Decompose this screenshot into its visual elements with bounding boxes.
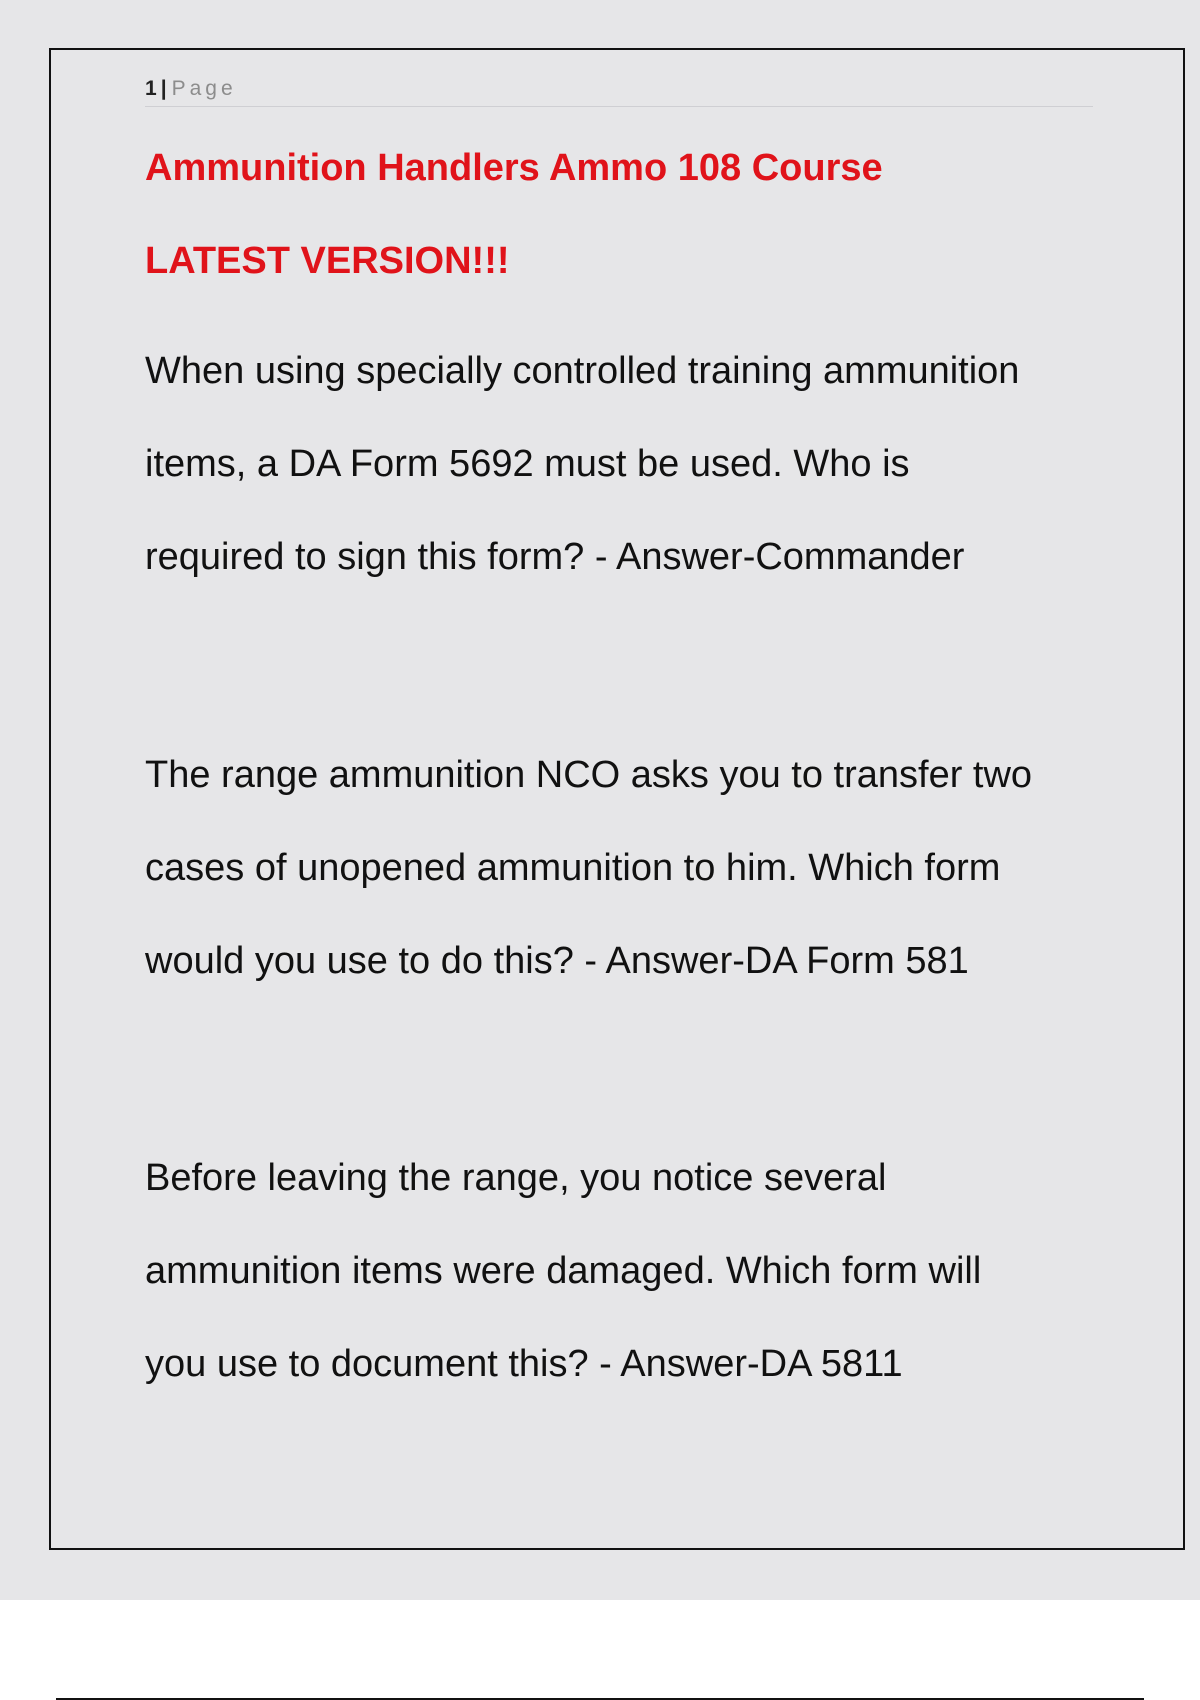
document-title-line-1: Ammunition Handlers Ammo 108 Course (145, 147, 883, 189)
page-header (145, 72, 1093, 107)
question-2-line-2: cases of unopened ammunition to him. Which form (145, 847, 1001, 889)
page-separator: | (160, 77, 167, 100)
question-1-line-2: items, a DA Form 5692 must be used. Who is (145, 443, 910, 485)
question-2-line-1: The range ammunition NCO asks you to transfer two (145, 754, 1033, 796)
question-3-line-3: you use to document this? - Answer-DA 5811 (145, 1343, 903, 1385)
document-title-line-2: LATEST VERSION!!! (145, 240, 510, 282)
page-number: 1 (145, 77, 157, 100)
question-1-line-3: required to sign this form? - Answer-Commander (145, 536, 965, 578)
question-2-line-3: would you use to do this? - Answer-DA Form 581 (145, 940, 969, 982)
question-3-line-2: ammunition items were damaged. Which form will (145, 1250, 982, 1292)
question-1-line-1: When using specially controlled training ammunition (145, 350, 1020, 392)
question-3-line-1: Before leaving the range, you notice several (145, 1157, 887, 1199)
page-label: Page (171, 77, 237, 100)
